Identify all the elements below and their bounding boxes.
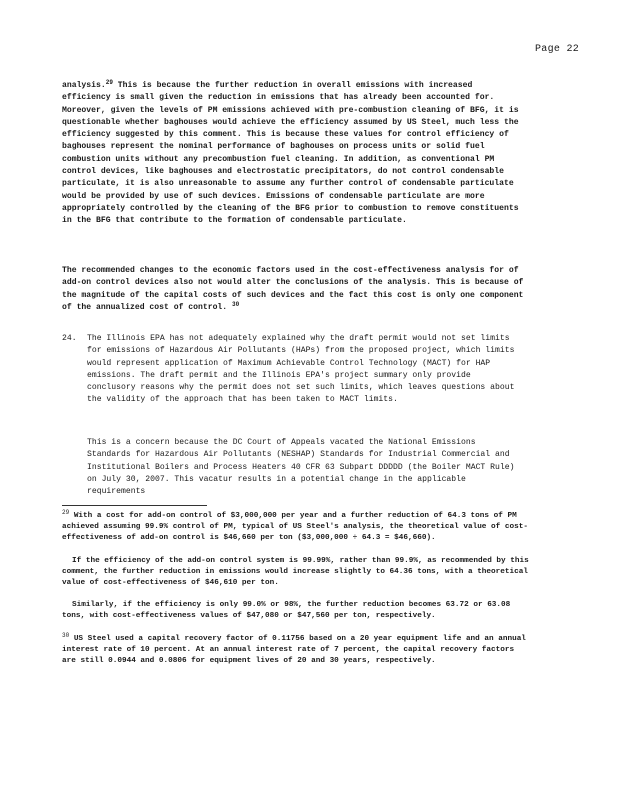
footnote-29-paragraph-3-text: Similarly, if the efficiency is only 99.0% or 98%, the further reduction becomes 63.72 or 63.08 tons, with cost-effectiveness values of $47,080 or $47,560 per ton, respectively. — [62, 601, 511, 621]
footnote-30 — [62, 634, 530, 668]
footnote-30-text: US Steel used a capital recovery factor of 0.11756 based on a 20 year equipment life and an annual interest rate of 10 percent. At an annual interest rate of 7 percent, the capital recovery factors are still 0.0944 and 0.0806 for equipment lives of 20 and 30 years, respectively. — [62, 635, 526, 666]
paragraph-opening: analysis. — [62, 81, 106, 90]
footnote-marker-29: 29 — [62, 509, 70, 516]
footnote-29-text: With a cost for add-on control of $3,000,000 per year and a further reduction of 64.3 tons of PM achieved assuming 99.9% control of PM, typical of US Steel's analysis, the theoretical value of cost-effectiveness of add-on control is $46,660 per ton ($3,000,000 ÷ 64.3 = $46,660). — [62, 512, 528, 543]
footnote-ref-29: 29 — [105, 79, 113, 86]
footnote-29 — [62, 511, 530, 545]
paragraph-economic-factors — [62, 265, 524, 314]
item-24-continuation: This is a concern because the DC Court of Appeals vacated the National Emissions Standards for Hazardous Air Pollutants (NESHAP) Standards for Industrial Commercial and Institutional Boilers and Process Heaters 40 CFR 63 Subpart DDDDD (the Boiler MACT Rule) on July 30, 2007. This vacatur results in a potential change in the applicable requirements — [87, 438, 515, 497]
paragraph-analysis — [62, 80, 524, 228]
footnote-29-paragraph-2 — [62, 556, 530, 590]
page-number: Page 22 — [535, 44, 580, 55]
footnote-29-paragraph-3 — [62, 600, 530, 622]
item-text: The Illinois EPA has not adequately explained why the draft permit would not set limits for emissions of Hazardous Air Pollutants (HAPs) from the proposed project, which limits would represent application of Maximum Achievable Control Technology (MACT) for HAP emissions. The draft permit and the Illinois EPA's project summary only provide conclusory reasons why the permit does not set such limits, which leaves questions about the validity of the approach that has been taken to MACT limits. — [87, 334, 515, 405]
footnote-ref-30: 30 — [232, 300, 240, 308]
item-number: 24. — [62, 334, 77, 343]
paragraph-text: The recommended changes to the economic factors used in the cost-effectiveness analysis for of add-on control devices also not would alter the conclusions of the analysis. This is because of the magnitude of the capital costs of such devices and the fact this cost is only one component of the annualized cost of control. — [62, 266, 524, 312]
footnote-divider — [62, 505, 207, 506]
paragraph-text: This is because the further reduction in overall emissions with increased efficiency is small given the reduction in emissions that has already been accounted for. Moreover, given the levels of PM emissions achieved with pre-combustion cleaning of BFG, it is questionable whether baghouses would achieve the efficiency assumed by US Steel, much less the efficiency suggested by this comment. This is because these values for control efficiency of baghouses represent the nominal performance of baghouses on process units or solid fuel combustion units without any precombustion fuel cleaning. In addition, as conventional PM control devices, like baghouses and electrostatic precipitators, do not control condensable particulate, it is also unreasonable to assume any further control of condensable particulate would be provided by use of such devices. Emissions of condensable particulate are more appropriately controlled by the cleaning of the BFG prior to combustion to remove constituents in the BFG that contribute to the formation of condensable particulate. — [62, 81, 519, 226]
footnote-29-paragraph-2-text: If the efficiency of the add-on control system is 99.99%, rather than 99.9%, as recommended by this comment, the further reduction in emissions would increase slightly to 64.36 tons, with a theoretical value of cost-effectiveness of $46,610 per ton. — [62, 557, 529, 588]
footnote-marker-30: 30 — [62, 632, 70, 639]
